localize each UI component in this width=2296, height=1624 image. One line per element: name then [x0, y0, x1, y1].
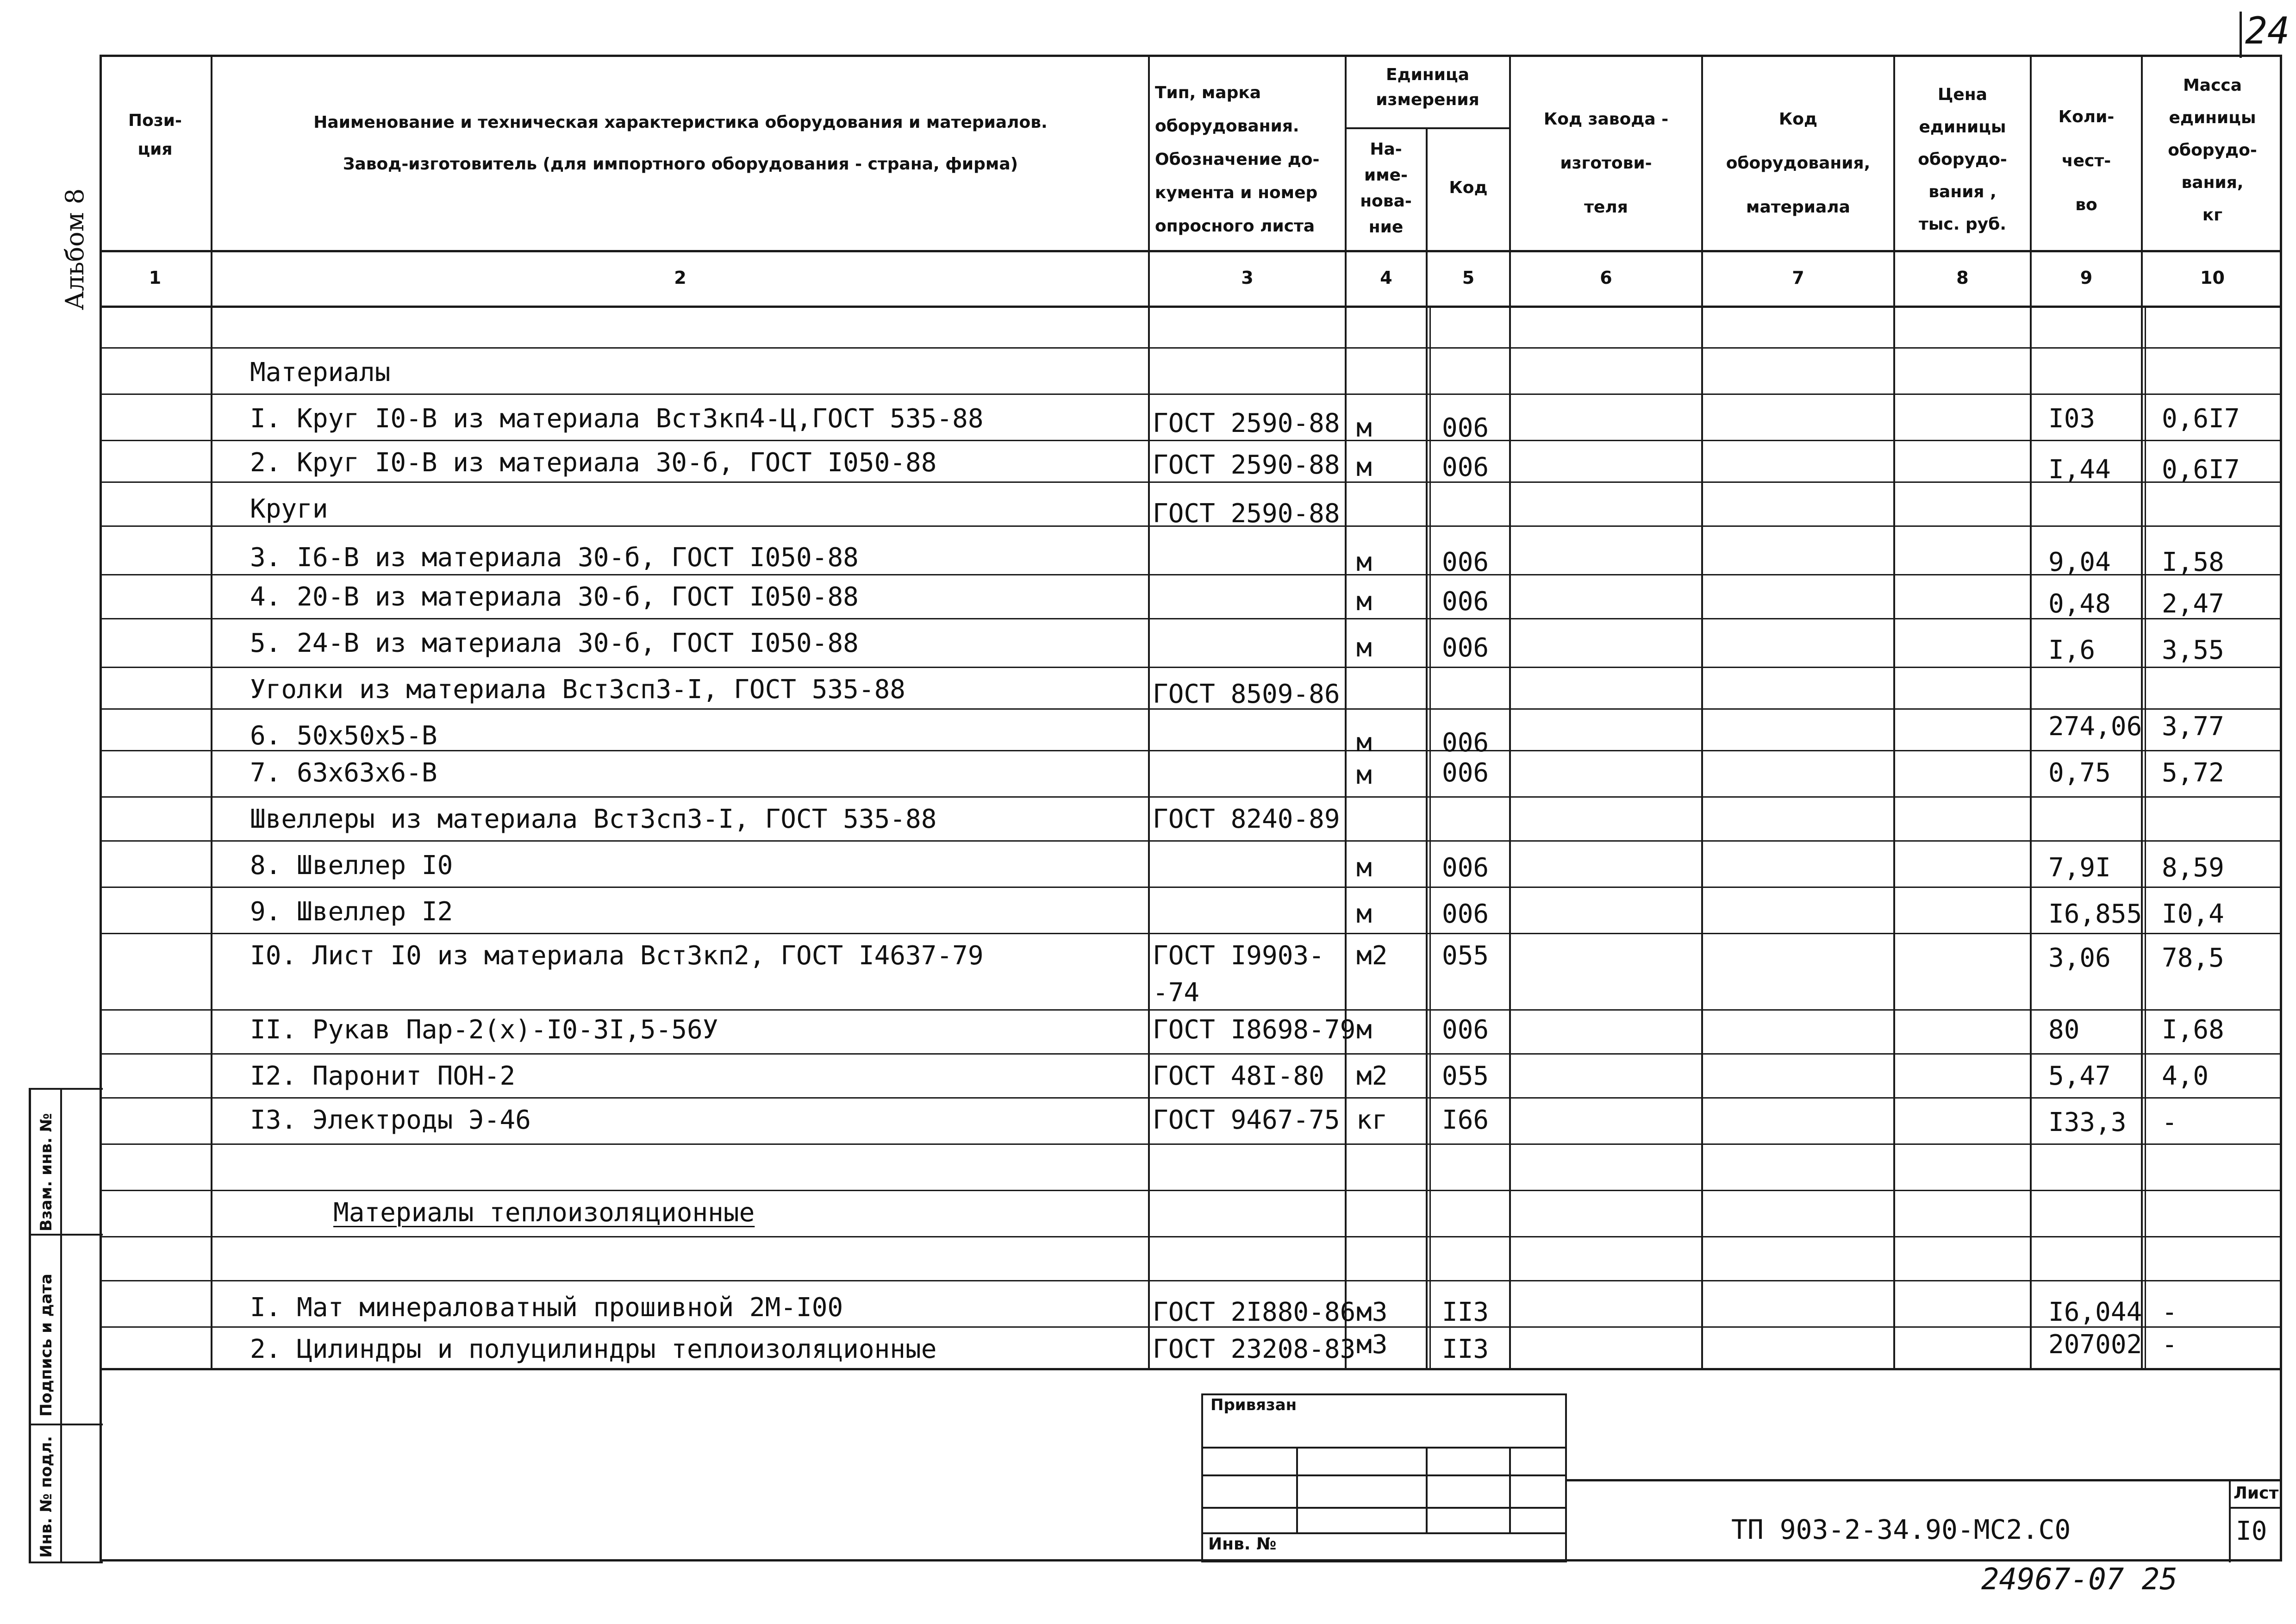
row-doc: ГОСТ 8240-89 [1153, 804, 1340, 834]
page-number-mark [2240, 12, 2242, 58]
row-name: Круги [250, 494, 328, 524]
row-unit: м [1356, 547, 1372, 577]
row-code: II3 [1442, 1297, 1489, 1327]
row-mass: 78,5 [2162, 943, 2224, 973]
row-unit: м2 [1356, 941, 1388, 971]
row-name: 3. I6-В из материала 30-б, ГОСТ I050-88 [250, 543, 859, 573]
header-price: Цена единицы оборудо- вания , тыс. руб. [1918, 85, 2007, 234]
row-qty: 9,04 [2048, 547, 2111, 577]
col-line [1893, 55, 1895, 1369]
row-code: 006 [1442, 633, 1489, 663]
row-line [100, 1190, 2282, 1191]
row-code: 006 [1442, 452, 1489, 482]
row-name: 2. Цилиндры и полуцилиндры теплоизоляционные [250, 1334, 937, 1364]
side-label-inv-podl: Инв. № подл. [37, 1436, 56, 1558]
row-name: I. Круг I0-В из материала ВстЗкп4-Ц,ГОСТ 535-88 [250, 404, 984, 434]
row-qty: I03 [2048, 404, 2096, 434]
stamp-line [1201, 1447, 1567, 1449]
row-qty: I33,3 [2048, 1107, 2127, 1137]
row-name: Материалы [250, 357, 391, 387]
body-bottom-line [100, 1368, 2282, 1370]
stamp-line [1296, 1447, 1298, 1532]
colnum-3: 3 [1241, 268, 1254, 288]
row-code: 006 [1442, 899, 1489, 929]
header-equipment-code: Код оборудования, материала [1726, 110, 1871, 217]
row-code: 006 [1442, 728, 1489, 758]
row-doc: -74 [1153, 978, 1200, 1008]
col-line [2030, 55, 2032, 1369]
page-number: 24 [2245, 9, 2290, 52]
colnum-10: 10 [2200, 268, 2225, 288]
row-line [100, 933, 2282, 934]
stamp-line [1426, 1447, 1428, 1532]
stamp-line [1509, 1447, 1511, 1532]
row-qty: 5,47 [2048, 1061, 2111, 1091]
row-doc: ГОСТ 2590-88 [1153, 499, 1340, 529]
row-code: 055 [1442, 941, 1489, 971]
colnum-6: 6 [1600, 268, 1612, 288]
row-mass: - [2162, 1107, 2177, 1137]
row-name: 7. 63x63x6-В [250, 758, 437, 788]
stamp-line [1201, 1532, 1567, 1534]
col-line [211, 55, 212, 1369]
stamp-list-label: Лист [2234, 1484, 2279, 1503]
row-mass: 3,55 [2162, 635, 2224, 665]
row-line [100, 667, 2282, 668]
row-qty: I,6 [2048, 635, 2096, 665]
row-qty: 207002 [2048, 1330, 2142, 1360]
row-unit: м [1356, 633, 1372, 663]
row-name: Уголки из материала ВстЗсп3-I, ГОСТ 535-88 [250, 675, 906, 705]
row-line [100, 840, 2282, 842]
row-unit: м3 [1356, 1330, 1388, 1360]
album-label: Альбом 8 [60, 188, 89, 310]
row-code: 006 [1442, 547, 1489, 577]
row-mass: I,68 [2162, 1015, 2224, 1045]
side-label-vzam: Взам. инв. № [37, 1113, 56, 1231]
stamp-line [1201, 1474, 1567, 1476]
stamp-designation: ТП 903-2-34.90-МС2.С0 [1731, 1514, 2071, 1545]
row-unit: м2 [1356, 1061, 1388, 1091]
header-unit-name: На- име- нова- ние [1360, 140, 1412, 237]
row-qty: 80 [2048, 1015, 2080, 1045]
colnum-1: 1 [149, 268, 162, 288]
row-qty: I6,044 [2048, 1297, 2142, 1327]
row-code: 055 [1442, 1061, 1489, 1091]
side-strip-border [29, 1088, 31, 1562]
row-name: 5. 24-В из материала 30-б, ГОСТ I050-88 [250, 628, 859, 658]
header-plant-code: Код завода - изготови- теля [1543, 110, 1669, 217]
colnum-2: 2 [674, 268, 686, 288]
side-strip-divider [60, 1088, 62, 1562]
row-name: I. Мат минераловатный прошивной 2М-I00 [250, 1293, 843, 1323]
row-line [100, 574, 2282, 575]
row-code: 006 [1442, 853, 1489, 883]
row-qty: 0,75 [2048, 758, 2111, 788]
row-unit: м [1356, 853, 1372, 883]
row-mass: 8,59 [2162, 853, 2224, 883]
col-line [1426, 127, 1428, 1369]
row-doc: ГОСТ 2I880-86 [1153, 1297, 1356, 1327]
header-position: Пози- ция [128, 111, 182, 159]
row-doc: ГОСТ 2590-88 [1153, 408, 1340, 438]
row-name: I0. Лист I0 из материала ВстЗкп2, ГОСТ I4637-79 [250, 941, 984, 971]
stamp-privyazan-label: Привязан [1210, 1396, 1297, 1414]
row-name: I2. Паронит ПОН-2 [250, 1061, 516, 1091]
row-mass: I0,4 [2162, 899, 2224, 929]
row-name: 8. Швеллер I0 [250, 850, 453, 881]
row-unit: м [1356, 760, 1372, 790]
row-line [100, 1280, 2282, 1281]
row-line [100, 1009, 2282, 1011]
row-unit: м [1356, 452, 1372, 482]
row-line [100, 887, 2282, 888]
header-mass: Масса единицы оборудо- вания, кг [2168, 76, 2257, 225]
row-line [100, 1053, 2282, 1055]
row-doc: ГОСТ 9467-75 [1153, 1105, 1340, 1135]
side-strip-divider [29, 1234, 103, 1236]
row-doc: ГОСТ I9903- [1153, 941, 1324, 971]
row-line [100, 347, 2282, 349]
row-qty: 274,06 [2048, 712, 2142, 742]
header-name: Наименование и техническая характеристика оборудования и материалов. Завод-изготовитель (для импортного оборудования - страна, фирма) [313, 113, 1048, 174]
row-name: 2. Круг I0-В из материала 30-б, ГОСТ I050-88 [250, 448, 937, 478]
row-line [100, 1236, 2282, 1237]
row-name: 6. 50x50x5-В [250, 721, 437, 751]
stamp-list-line [2229, 1507, 2282, 1509]
stamp-list-number: I0 [2236, 1516, 2267, 1546]
row-qty: 0,48 [2048, 589, 2111, 619]
side-strip-divider [29, 1088, 103, 1090]
stamp-line [1201, 1507, 1567, 1509]
row-mass: I,58 [2162, 547, 2224, 577]
row-unit: м [1356, 899, 1372, 929]
header-quantity: Коли- чест- во [2058, 107, 2115, 214]
row-unit: м [1356, 587, 1372, 617]
colnum-divider [100, 306, 2282, 308]
row-code: 006 [1442, 587, 1489, 617]
row-doc: ГОСТ I8698-79 [1153, 1015, 1356, 1045]
row-code: 006 [1442, 1015, 1489, 1045]
colnum-4: 4 [1380, 268, 1392, 288]
row-name: I3. Электроды Э-46 [250, 1105, 531, 1135]
row-line [100, 1143, 2282, 1145]
side-strip-divider [29, 1424, 103, 1425]
row-qty: I6,855 [2048, 899, 2142, 929]
row-doc: ГОСТ 23208-83 [1153, 1334, 1356, 1364]
row-doc: ГОСТ 2590-88 [1153, 450, 1340, 480]
col-line [1509, 55, 1511, 1369]
stamp-inv-label: Инв. № [1208, 1535, 1277, 1554]
row-doc: ГОСТ 8509-86 [1153, 679, 1340, 709]
row-code: II3 [1442, 1334, 1489, 1364]
row-line [100, 618, 2282, 619]
header-unit-code: Код [1449, 178, 1488, 197]
row-line [100, 440, 2282, 441]
row-unit: кг [1356, 1105, 1388, 1135]
row-code: 006 [1442, 413, 1489, 443]
row-code: I66 [1442, 1105, 1489, 1135]
row-mass: 5,72 [2162, 758, 2224, 788]
side-strip-divider [29, 1562, 103, 1563]
row-mass: - [2162, 1330, 2177, 1360]
col-line [1345, 55, 1347, 1369]
row-qty: 3,06 [2048, 943, 2111, 973]
stamp-designation-top [1567, 1479, 2282, 1481]
row-code: 006 [1442, 758, 1489, 788]
row-unit: м [1356, 728, 1372, 758]
stamp-list-divider [2229, 1479, 2231, 1562]
row-qty: 7,9I [2048, 853, 2111, 883]
archive-number: 24967-07 25 [1981, 1562, 2177, 1597]
row-line [100, 394, 2282, 395]
row-mass: 4,0 [2162, 1061, 2209, 1091]
colnum-7: 7 [1792, 268, 1804, 288]
col-line-double [1429, 306, 1431, 1369]
header-divider [100, 250, 2282, 252]
colnum-5: 5 [1462, 268, 1475, 288]
side-label-podpis: Подпись и дата [37, 1274, 56, 1417]
header-type: Тип, марка оборудования. Обозначение до- кумента и номер опросного листа [1155, 83, 1320, 236]
row-name: Швеллеры из материала ВстЗсп3-I, ГОСТ 535-88 [250, 804, 937, 834]
row-name: 4. 20-В из материала 30-б, ГОСТ I050-88 [250, 582, 859, 612]
row-mass: - [2162, 1297, 2177, 1327]
col-line [1701, 55, 1703, 1369]
row-doc: ГОСТ 48I-80 [1153, 1061, 1324, 1091]
row-mass: 0,6I7 [2162, 455, 2240, 485]
row-name: 9. Швеллер I2 [250, 897, 453, 927]
colnum-8: 8 [1956, 268, 1969, 288]
col-line-double [2145, 306, 2146, 1369]
row-unit: м3 [1356, 1297, 1388, 1327]
row-unit: м [1356, 413, 1372, 443]
colnum-9: 9 [2080, 268, 2093, 288]
header-unit-group: Единица измерения [1376, 65, 1479, 109]
row-unit: м [1356, 1015, 1372, 1045]
row-mass: 3,77 [2162, 712, 2224, 742]
row-line [100, 481, 2282, 483]
col-line [1148, 55, 1150, 1369]
row-mass: 2,47 [2162, 589, 2224, 619]
row-qty: I,44 [2048, 455, 2111, 485]
row-line [100, 1097, 2282, 1099]
row-name: II. Рукав Пар-2(х)-I0-3I,5-56У [250, 1015, 718, 1045]
section-title: Материалы теплоизоляционные [333, 1198, 755, 1228]
row-mass: 0,6I7 [2162, 404, 2240, 434]
row-line [100, 796, 2282, 798]
